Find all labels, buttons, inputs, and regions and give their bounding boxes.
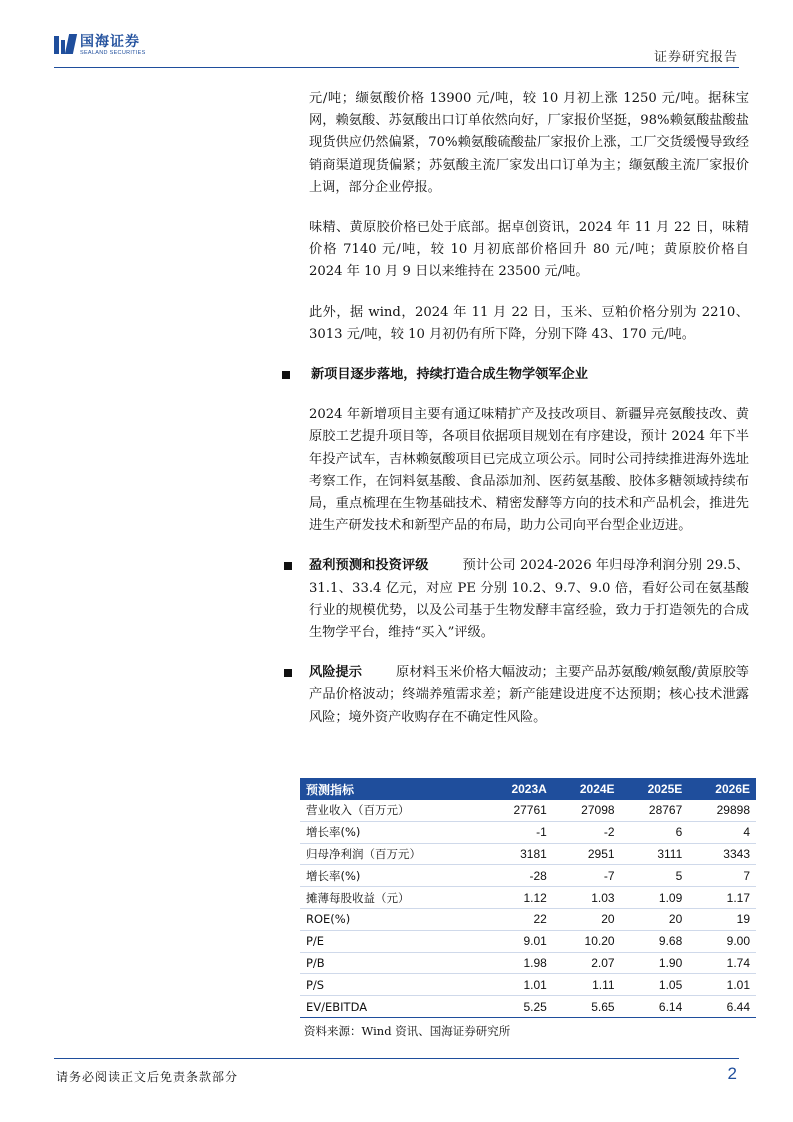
table-cell: -28 xyxy=(484,865,553,887)
table-cell: 5.65 xyxy=(553,996,621,1018)
report-type: 证券研究报告 xyxy=(653,50,738,65)
table-cell: 1.05 xyxy=(621,974,689,996)
section-heading xyxy=(280,364,749,386)
bullet-square-icon xyxy=(282,371,290,379)
rating-label: 盈利预测和投资评级 xyxy=(309,558,429,574)
rating-block xyxy=(309,555,749,644)
forecast-table xyxy=(300,778,756,1018)
table-cell: P/S xyxy=(300,974,484,996)
table-row xyxy=(300,800,756,821)
table-cell: 3111 xyxy=(621,843,689,865)
table-cell: 1.09 xyxy=(621,887,689,909)
table-cell: 1.12 xyxy=(484,887,553,909)
table-cell: 29898 xyxy=(688,800,756,821)
table-cell: 摊薄每股收益（元） xyxy=(300,887,484,909)
table-cell: ROE(%) xyxy=(300,908,484,930)
table-cell: 5 xyxy=(621,865,689,887)
bullet-square-icon xyxy=(284,669,292,677)
header-divider xyxy=(54,67,739,68)
table-cell: 4 xyxy=(688,821,756,843)
table-cell: EV/EBITDA xyxy=(300,996,484,1018)
bullet-square-icon xyxy=(284,562,292,570)
table-cell: 28767 xyxy=(621,800,689,821)
table-source-note: 资料来源：Wind 资讯、国海证券研究所 xyxy=(304,1023,511,1038)
company-logo xyxy=(54,32,146,58)
table-row xyxy=(300,843,756,865)
table-cell: 1.01 xyxy=(688,974,756,996)
footer-disclaimer: 请务必阅读正文后免责条款部分 xyxy=(56,1070,239,1084)
table-row xyxy=(300,930,756,952)
table-row xyxy=(300,974,756,996)
table-cell: 9.00 xyxy=(688,930,756,952)
table-cell: 27098 xyxy=(553,800,621,821)
section-title: 新项目逐步落地，持续打造合成生物学领军企业 xyxy=(311,367,588,383)
table-cell: 10.20 xyxy=(553,930,621,952)
table-cell: -2 xyxy=(553,821,621,843)
table-row xyxy=(300,952,756,974)
table-cell: 增长率(%) xyxy=(300,821,484,843)
table-header-cell: 预测指标 xyxy=(300,778,484,800)
table-cell: 1.98 xyxy=(484,952,553,974)
logo-mark-icon xyxy=(54,34,76,56)
table-cell: 营业收入（百万元） xyxy=(300,800,484,821)
table-cell: P/E xyxy=(300,930,484,952)
table-cell: 7 xyxy=(688,865,756,887)
table-cell: 1.03 xyxy=(553,887,621,909)
table-cell: 2951 xyxy=(553,843,621,865)
table-row xyxy=(300,865,756,887)
table-cell: 3181 xyxy=(484,843,553,865)
logo-name-en: SEALAND SECURITIES xyxy=(80,49,146,56)
table-cell: 1.01 xyxy=(484,974,553,996)
table-row xyxy=(300,887,756,909)
logo-name-cn: 国海证券 xyxy=(80,33,140,50)
table-cell: 1.17 xyxy=(688,887,756,909)
page-header xyxy=(0,0,793,70)
table-header-cell: 2025E xyxy=(621,778,689,800)
table-cell: 1.11 xyxy=(553,974,621,996)
table-header-cell: 2024E xyxy=(553,778,621,800)
table-cell: P/B xyxy=(300,952,484,974)
page-number: 2 xyxy=(727,1064,737,1083)
paragraph-amino-acid-prices: 元/吨；缬氨酸价格 13900 元/吨，较 10 月初上涨 1250 元/吨。据秣宝网，赖氨酸、苏氨酸出口订单依然向好，厂家报价坚挺，98%赖氨酸盐酸盐现货供应仍然偏紧，70%赖氨酸硫酸盐厂家报价上涨，工厂交货缓慢导致经销商渠道现货偏紧；苏氨酸主流厂家发出口订单为主；缬氨酸主流厂家报价上调，部分企业停报。 xyxy=(309,91,749,195)
table-cell: 2.07 xyxy=(553,952,621,974)
forecast-table-section xyxy=(300,778,756,1039)
table-row xyxy=(300,996,756,1018)
table-cell: -1 xyxy=(484,821,553,843)
risk-label: 风险提示 xyxy=(309,665,362,681)
paragraph-msg-xanthan-prices: 味精、黄原胶价格已处于底部。据卓创资讯，2024 年 11 月 22 日，味精价格 7140 元/吨，较 10 月初底部价格回升 80 元/吨；黄原胶价格自 2024 年 10 月 9 日以来维持在 23500 元/吨。 xyxy=(309,220,749,280)
table-cell: 1.90 xyxy=(621,952,689,974)
table-cell: 6.14 xyxy=(621,996,689,1018)
table-row xyxy=(300,908,756,930)
table-cell: 20 xyxy=(553,908,621,930)
table-cell: 9.01 xyxy=(484,930,553,952)
rating-text: 预计公司 2024-2026 年归母净利润分别 29.5、31.1、33.4 亿元，对应 PE 分别 10.2、9.7、9.0 倍，看好公司在氨基酸行业的规模优势，以及公司基于生物发酵丰富经验，致力于打造领先的合成生物学平台，维持“买入”评级。 xyxy=(309,558,750,641)
risk-block xyxy=(309,662,749,729)
table-header-cell: 2026E xyxy=(688,778,756,800)
risk-text: 原材料玉米价格大幅波动；主要产品苏氨酸/赖氨酸/黄原胶等产品价格波动；终端养殖需求差；新产能建设进度不达预期；核心技术泄露风险；境外资产收购存在不确定性风险。 xyxy=(309,665,749,725)
table-header-row xyxy=(300,778,756,800)
paragraph-new-projects: 2024 年新增项目主要有通辽味精扩产及技改项目、新疆异亮氨酸技改、黄原胶工艺提升项目等，各项目依据项目规划在有序建设，预计 2024 年下半年投产试车，吉林赖氨酸项目已完成立项公示。同时公司持续推进海外选址考察工作，在饲料氨基酸、食品添加剂、医药氨基酸、胶体多糖领域持续布局，重点梳理在生物基础技术、精密发酵等方向的技术和产品机会，推进先进生产研发技术和新型产品的布局，助力公司向平台型企业迈进。 xyxy=(309,407,749,534)
table-cell: 1.74 xyxy=(688,952,756,974)
table-cell: 增长率(%) xyxy=(300,865,484,887)
table-cell: 3343 xyxy=(688,843,756,865)
table-header-cell: 2023A xyxy=(484,778,553,800)
table-cell: -7 xyxy=(553,865,621,887)
table-row xyxy=(300,821,756,843)
footer-divider xyxy=(54,1058,739,1059)
table-cell: 6 xyxy=(621,821,689,843)
table-cell: 19 xyxy=(688,908,756,930)
table-cell: 27761 xyxy=(484,800,553,821)
table-cell: 归母净利润（百万元） xyxy=(300,843,484,865)
table-cell: 9.68 xyxy=(621,930,689,952)
paragraph-corn-soymeal-prices: 此外，据 wind，2024 年 11 月 22 日，玉米、豆粕价格分别为 2210、3013 元/吨，较 10 月初仍有所下降，分别下降 43、170 元/吨。 xyxy=(309,304,749,342)
table-cell: 5.25 xyxy=(484,996,553,1018)
table-cell: 6.44 xyxy=(688,996,756,1018)
table-cell: 20 xyxy=(621,908,689,930)
main-content xyxy=(309,88,749,747)
table-cell: 22 xyxy=(484,908,553,930)
